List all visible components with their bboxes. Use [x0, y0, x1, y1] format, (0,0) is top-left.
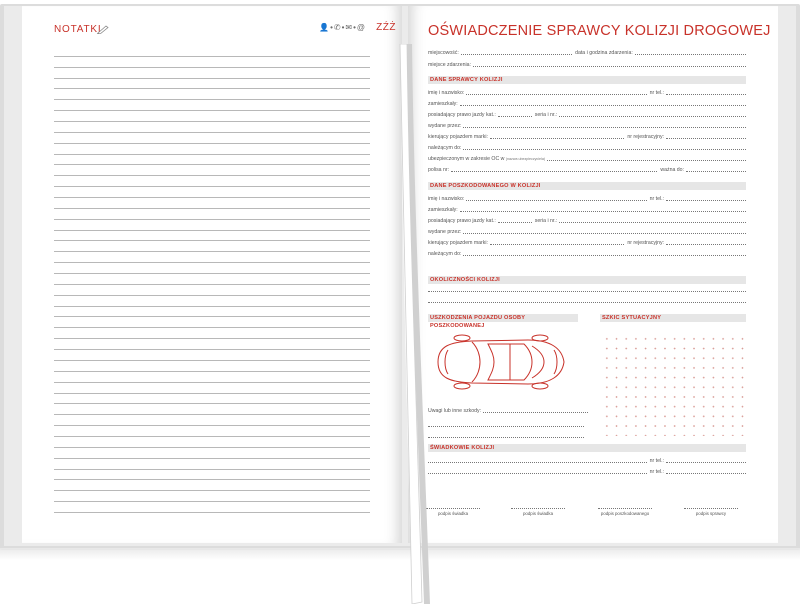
section-circumstances: OKOLICZNOŚCI KOLIZJI: [428, 276, 746, 284]
label-location: miejsce zdarzenia:: [428, 62, 471, 68]
section-damage: USZKODZENIA POJAZDU OSOBY POSZKODOWANEJ: [428, 314, 578, 322]
label-other-damage: Uwagi lub inne szkody:: [428, 408, 482, 414]
car-outline-icon: [432, 332, 568, 392]
ruled-line: [54, 79, 370, 90]
label-witness-1-phone: nr tel.:: [649, 458, 664, 464]
ruled-line: [54, 448, 370, 459]
offender-row-address: [428, 99, 746, 107]
label-datetime: data i godzina zdarzenia:: [575, 50, 633, 56]
signature-witness-2[interactable]: podpis świadka: [503, 508, 573, 516]
form-row-place: [428, 48, 746, 56]
field-offender-reg[interactable]: [666, 138, 746, 139]
ruled-line: [54, 383, 370, 394]
field-victim-reg[interactable]: [666, 244, 746, 245]
label-place: miejscowość:: [428, 50, 459, 56]
ruled-line: [54, 198, 370, 209]
ruled-line: [54, 404, 370, 415]
field-offender-address[interactable]: [460, 105, 746, 106]
alphabet-index: ZŹŻ: [376, 22, 396, 33]
ruled-line: [54, 68, 370, 79]
ruled-line: [54, 372, 370, 383]
ruled-line: [54, 100, 370, 111]
ruled-line: [54, 470, 370, 481]
damage-row-other: [428, 406, 588, 414]
field-location[interactable]: [473, 66, 746, 67]
label-insurer-note: (nazwa ubezpieczyciela): [505, 157, 546, 161]
ruled-line: [54, 263, 370, 274]
label-policy: polisa nr:: [428, 167, 450, 173]
section-sketch: SZKIC SYTUACYJNY: [600, 314, 746, 322]
label-victim-driving: kierujący pojazdem marki:: [428, 240, 488, 246]
ruled-line: [54, 317, 370, 328]
ruled-line: [54, 307, 370, 318]
ruled-line: [54, 274, 370, 285]
field-victim-name[interactable]: [466, 200, 646, 201]
victim-row-owned: [428, 249, 746, 257]
ruled-line: [54, 165, 370, 176]
ruled-line: [54, 339, 370, 350]
ruled-line: [54, 57, 370, 68]
ruled-line: [54, 209, 370, 220]
ruled-line: [54, 480, 370, 491]
ruled-line: [54, 133, 370, 144]
offender-row-issued: [428, 121, 746, 129]
circumstances-line-1[interactable]: [428, 291, 746, 292]
ruled-line: [54, 437, 370, 448]
sketch-dot-grid[interactable]: [600, 332, 746, 436]
section-offender: DANE SPRAWCY KOLIZJI: [428, 76, 746, 84]
label-series: seria i nr.:: [534, 112, 558, 118]
label-driving: kierujący pojazdem marki:: [428, 134, 488, 140]
victim-row-name: [428, 194, 746, 202]
field-witness-2[interactable]: [428, 473, 647, 474]
section-victim: DANE POSZKODOWANEGO W KOLIZJI: [428, 182, 746, 190]
ruled-line: [54, 459, 370, 470]
field-datetime[interactable]: [635, 54, 746, 55]
witness-row-1: [428, 456, 746, 464]
field-offender-policy[interactable]: [451, 171, 657, 172]
damage-line-3[interactable]: [428, 437, 584, 438]
field-offender-valid[interactable]: [686, 171, 746, 172]
form-row-location: [428, 60, 746, 68]
ruled-line: [54, 361, 370, 372]
signature-offender[interactable]: podpis sprawcy: [676, 508, 746, 516]
ruled-line: [54, 241, 370, 252]
offender-row-owned: [428, 143, 746, 151]
ruled-line: [54, 491, 370, 502]
field-victim-vehicle[interactable]: [490, 244, 624, 245]
label-victim-license: posiadający prawo jazdy kat.:: [428, 218, 496, 224]
signature-victim[interactable]: podpis poszkodowanego: [590, 508, 660, 516]
accident-form-page: [408, 6, 778, 543]
ruled-line: [54, 328, 370, 339]
ruled-line: [54, 220, 370, 231]
section-witnesses: ŚWIADKOWIE KOLIZJI: [428, 444, 746, 452]
label-victim-reg: nr rejestracyjny:: [627, 240, 664, 246]
ruled-line: [54, 252, 370, 263]
field-victim-address[interactable]: [460, 211, 746, 212]
label-victim-name: imię i nazwisko:: [428, 196, 465, 202]
ruled-line: [54, 502, 370, 513]
field-witness-1-phone[interactable]: [666, 462, 746, 463]
field-offender-vehicle[interactable]: [490, 138, 624, 139]
label-victim-phone: nr tel.:: [649, 196, 664, 202]
ruled-line: [54, 394, 370, 405]
ruled-line: [54, 285, 370, 296]
notes-title: NOTATKI: [54, 24, 102, 35]
victim-row-address: [428, 205, 746, 213]
label-name: imię i nazwisko:: [428, 90, 465, 96]
field-offender-issued[interactable]: [463, 127, 746, 128]
ruled-line: [54, 426, 370, 437]
label-insured-text: ubezpieczonym w zakresie OC w: [428, 156, 505, 162]
field-offender-insurer[interactable]: [547, 160, 746, 161]
ruled-line: [54, 144, 370, 155]
ruled-line: [54, 231, 370, 242]
bookmark-ribbon[interactable]: [398, 44, 432, 604]
ruled-line: [54, 46, 370, 57]
ruled-lines: [54, 46, 370, 513]
field-place[interactable]: [461, 54, 572, 55]
ruled-line: [54, 111, 370, 122]
form-title: OŚWIADCZENIE SPRAWCY KOLIZJI DROGOWEJ: [428, 23, 771, 39]
ruled-line: [54, 176, 370, 187]
label-issued: wydane przez:: [428, 123, 462, 129]
field-witness-2-phone[interactable]: [666, 473, 746, 474]
offender-row-vehicle: [428, 132, 746, 140]
witness-row-2: [428, 467, 746, 475]
offender-row-license: [428, 110, 746, 118]
field-offender-name[interactable]: [466, 94, 646, 95]
circumstances-line-2[interactable]: [428, 302, 746, 303]
ruled-line: [54, 415, 370, 426]
label-victim-address: zamieszkały:: [428, 207, 458, 213]
ruled-line: [54, 296, 370, 307]
victim-row-issued: [428, 227, 746, 235]
victim-row-license: [428, 216, 746, 224]
ruled-line: [54, 89, 370, 100]
offender-row-insured: [428, 154, 746, 162]
label-address: zamieszkały:: [428, 101, 458, 107]
field-victim-phone[interactable]: [666, 200, 746, 201]
label-reg: nr rejestracyjny:: [627, 134, 664, 140]
label-witness-2-phone: nr tel.:: [649, 469, 664, 475]
field-offender-license[interactable]: [498, 116, 532, 117]
field-offender-phone[interactable]: [666, 94, 746, 95]
field-victim-license[interactable]: [498, 222, 532, 223]
field-victim-issued[interactable]: [463, 233, 746, 234]
ruled-line: [54, 350, 370, 361]
pen-icon: [96, 24, 110, 34]
offender-row-policy: [428, 165, 746, 173]
victim-row-vehicle: [428, 238, 746, 246]
label-valid: ważna do:: [660, 167, 684, 173]
field-offender-series[interactable]: [559, 116, 746, 117]
label-phone: nr tel.:: [649, 90, 664, 96]
contact-icons: 👤•✆•✉•@: [319, 23, 366, 32]
ruled-line: [54, 187, 370, 198]
offender-row-name: [428, 88, 746, 96]
label-license: posiadający prawo jazdy kat.:: [428, 112, 496, 118]
signature-witness-1[interactable]: podpis świadka: [418, 508, 488, 516]
field-other-damage[interactable]: [483, 412, 588, 413]
damage-line-2[interactable]: [428, 426, 584, 427]
field-offender-owner[interactable]: [463, 149, 746, 150]
label-owned: należącym do:: [428, 145, 462, 151]
field-victim-series[interactable]: [559, 222, 746, 223]
field-victim-owner[interactable]: [463, 255, 746, 256]
label-victim-series: seria i nr.:: [534, 218, 558, 224]
notes-page: [22, 6, 402, 543]
label-victim-owned: należącym do:: [428, 251, 462, 257]
ruled-line: [54, 155, 370, 166]
label-insured: [428, 156, 547, 162]
ruled-line: [54, 122, 370, 133]
label-victim-issued: wydane przez:: [428, 229, 462, 235]
field-witness-1[interactable]: [428, 462, 647, 463]
